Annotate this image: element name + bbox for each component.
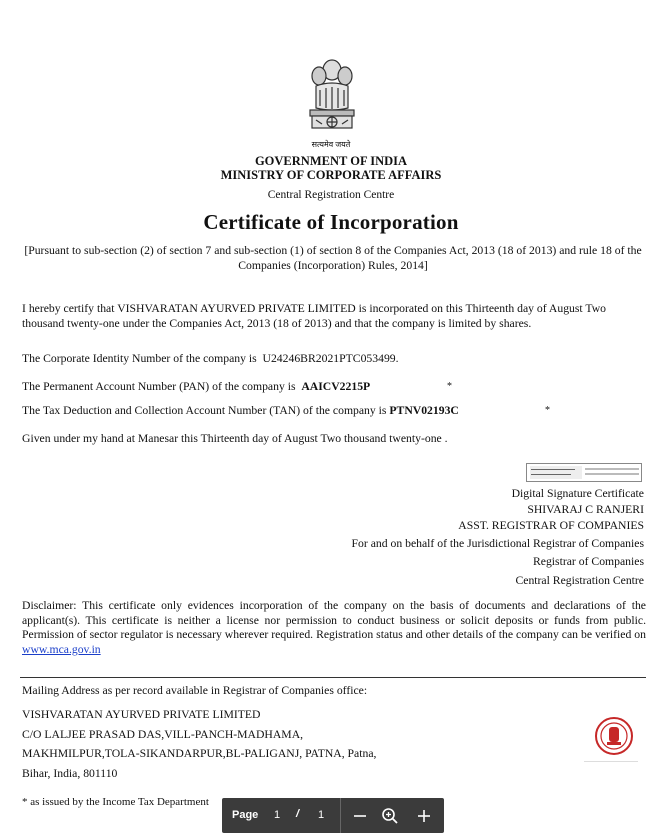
pdf-toolbar	[222, 798, 444, 833]
zoom-out-button[interactable]	[350, 806, 370, 826]
pan-label: The Permanent Account Number (PAN) of the company is	[22, 380, 296, 393]
toolbar-divider	[340, 798, 341, 833]
tan-asterisk: *	[545, 405, 550, 416]
mailing-heading: Mailing Address as per record available in Registrar of Companies office:	[22, 684, 368, 697]
digital-signature-stamp	[526, 463, 642, 482]
government-line: GOVERNMENT OF INDIA	[254, 154, 408, 168]
address-line-1: VISHVARATAN AYURVED PRIVATE LIMITED	[22, 708, 261, 721]
zoom-in-button[interactable]	[414, 806, 434, 826]
disclaimer	[22, 599, 646, 657]
signatory-name: SHIVARAJ C RANJERI	[527, 503, 644, 516]
ministry-line: MINISTRY OF CORPORATE AFFAIRS	[220, 168, 442, 182]
current-page-input[interactable]: 1	[274, 809, 281, 821]
total-pages: 1	[318, 809, 325, 821]
footnote: * as issued by the Income Tax Department	[22, 796, 209, 808]
mca-link[interactable]: www.mca.gov.in	[22, 642, 101, 656]
address-line-4: Bihar, India, 801110	[22, 767, 118, 780]
certify-paragraph: I hereby certify that VISHVARATAN AYURVED PRIVATE LIMITED is incorporated on this Thirteenth day of August Two thousand twenty-one under the Companies Act, 2013 (18 of 2013) and that the company is limited by shares.	[22, 302, 606, 330]
plus-icon	[414, 806, 434, 826]
given-line: Given under my hand at Manesar this Thirteenth day of August Two thousand twenty-one .	[22, 432, 448, 445]
on-behalf-line: For and on behalf of the Jurisdictional Registrar of Companies	[351, 537, 644, 550]
minus-icon	[350, 806, 370, 826]
page-title: Certificate of Incorporation	[203, 210, 459, 234]
pan-asterisk: *	[447, 381, 452, 392]
pan-value: AAICV2215P	[301, 380, 371, 393]
crc-line: Central Registration Centre	[515, 574, 644, 587]
tan-label: The Tax Deduction and Collection Account Number (TAN) of the company is	[22, 404, 387, 417]
signatory-designation: ASST. REGISTRAR OF COMPANIES	[458, 519, 644, 532]
national-emblem-icon	[304, 56, 360, 146]
page-label: Page	[232, 809, 259, 821]
emblem-motto: सत्यमेव जयते	[311, 140, 351, 149]
pursuant-note: [Pursuant to sub-section (2) of section 7 and sub-section (1) of section 8 of the Companies Act, 2013 (18 of 2013) and rule 18 of the Companies (Incorporation) Rules, 2014]	[24, 244, 642, 272]
cin-label: The Corporate Identity Number of the company is	[22, 352, 257, 365]
divider	[20, 677, 646, 678]
official-seal-icon	[594, 716, 634, 756]
tan-line	[22, 404, 646, 419]
disclaimer-text: Disclaimer: This certificate only evidences incorporation of the company on the basis of documents and declarations of the applicant(s). This certificate is neither a license nor permission to conduct business or solicit deposits or funds from public. Permission of sector regulator is necessary wherever required. Registration status and other details of the company can be verified on	[22, 599, 646, 641]
page-separator: /	[296, 808, 300, 820]
zoom-button[interactable]	[380, 806, 400, 826]
pan-line	[22, 380, 646, 395]
cin-value: U24246BR2021PTC053499.	[262, 352, 399, 365]
roc-line: Registrar of Companies	[532, 555, 644, 568]
address-line-2: C/O LALJEE PRASAD DAS,VILL-PANCH-MADHAMA,	[22, 728, 304, 741]
seal-underline	[584, 761, 638, 762]
registration-centre: Central Registration Centre	[267, 189, 395, 201]
address-line-3: MAKHMILPUR,TOLA-SIKANDARPUR,BL-PALIGANJ, PATNA, Patna,	[22, 747, 377, 760]
zoom-magnifier-icon	[380, 806, 400, 826]
issuer-heading	[0, 154, 662, 182]
tan-value: PTNV02193C	[389, 404, 459, 417]
cin-line	[22, 352, 646, 367]
dsc-label: Digital Signature Certificate	[511, 487, 644, 500]
